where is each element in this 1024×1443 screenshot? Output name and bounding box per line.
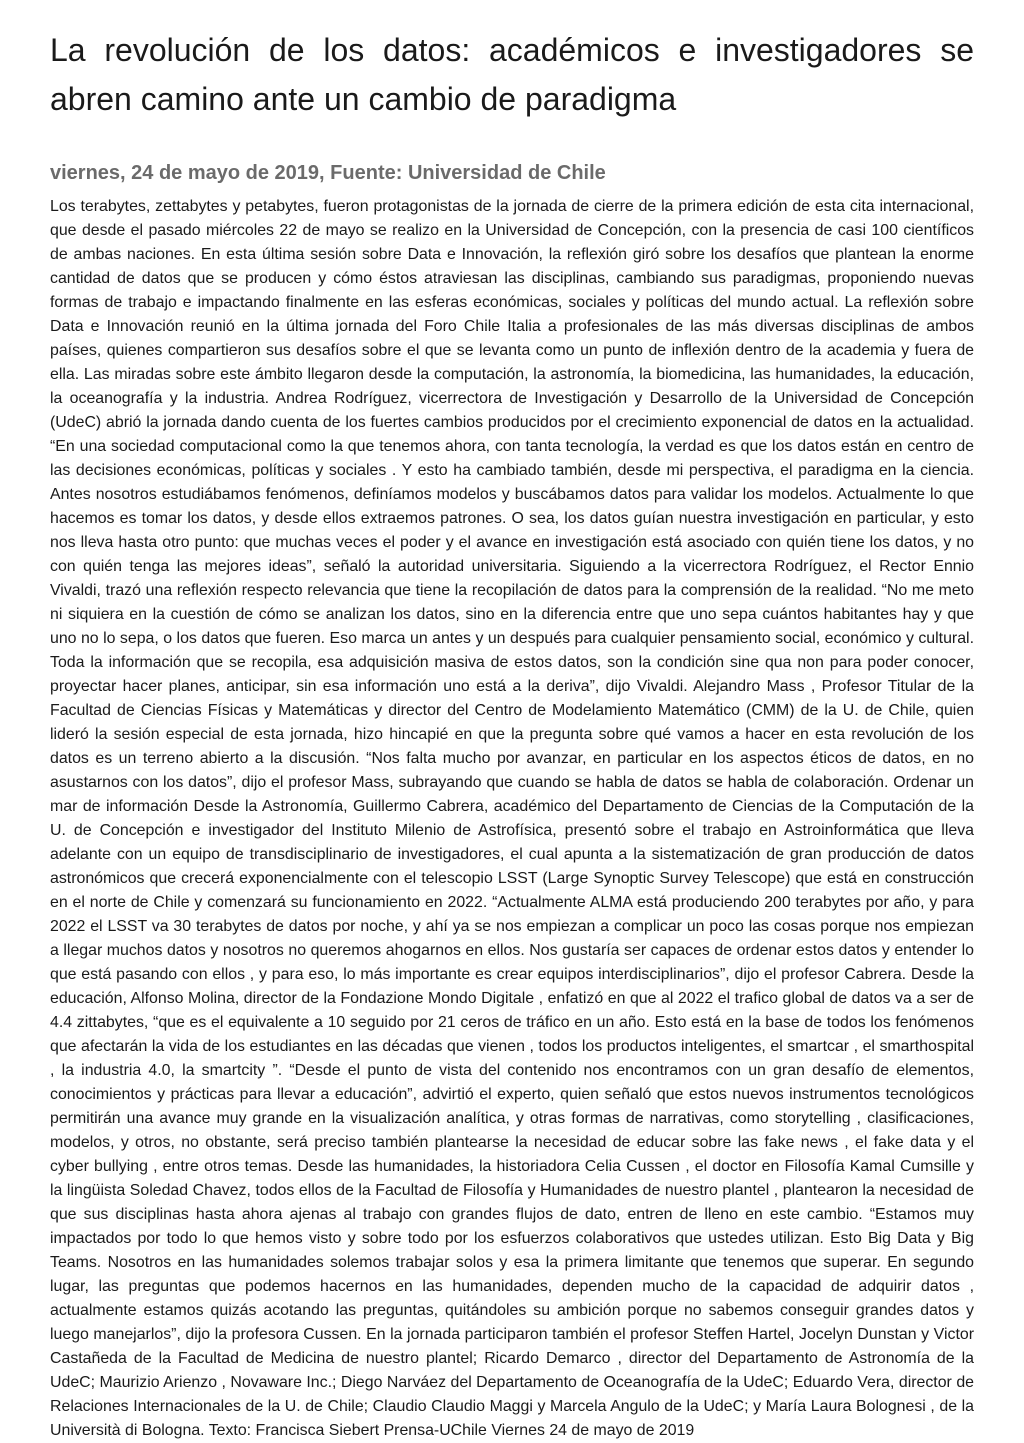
article-title: La revolución de los datos: académicos e investigadores se abren camino ante un cambio de paradigma: [50, 32, 974, 117]
article-dateline: viernes, 24 de mayo de 2019, Fuente: Universidad de Chile: [50, 162, 606, 184]
article-body: Los terabytes, zettabytes y petabytes, fueron protagonistas de la jornada de cierre de la primera edición de esta cita internacional, que desde el pasado miércoles 22 de mayo se realizo en la Universidad de Concepción, con la presencia de casi 100 científicos de ambas naciones. En esta última sesión sobre Data e Innovación, la reflexión giró sobre los desafíos que plantean la enorme cantidad de datos que se producen y cómo éstos atraviesan las disciplinas, cambiando sus paradigmas, proponiendo nuevas formas de trabajo e impactando finalmente en las esferas económicas, sociales y políticas del mundo actual. La reflexión sobre Data e Innovación reunió en la última jornada del Foro Chile Italia a profesionales de las más diversas disciplinas de ambos países, quienes compartieron sus desafíos sobre el que se levanta como un punto de inflexión dentro de la academia y fuera de ella. Las miradas sobre este ámbito llegaron desde la computación, la astronomía, la biomedicina, las humanidades, la educación, la oceanografía y la industria. Andrea Rodríguez, vicerrectora de Investigación y Desarrollo de la Universidad de Concepción (UdeC) abrió la jornada dando cuenta de los fuertes cambios producidos por el crecimiento exponencial de datos en la actualidad. “En una sociedad computacional como la que tenemos ahora, con tanta tecnología, la verdad es que los datos están en centro de las decisiones económicas, políticas y sociales . Y esto ha cambiado también, desde mi perspectiva, el paradigma en la ciencia. Antes nosotros estudiábamos fenómenos, definíamos modelos y buscábamos datos para validar los modelos. Actualmente lo que hacemos es tomar los datos, y desde ellos extraemos patrones. O sea, los datos guían nuestra investigación en particular, y esto nos lleva hasta otro punto: que muchas veces el poder y el avance en investigación está asociado con quién tiene los datos, y no con quién tenga las mejores ideas”, señaló la autoridad universitaria. Siguiendo a la vicerrectora Rodríguez, el Rector Ennio Vivaldi, trazó una reflexión respecto relevancia que tiene la recopilación de datos para la comprensión de la realidad. “No me meto ni siquiera en la cuestión de cómo se analizan los datos, sino en la diferencia entre que uno sepa cuántos habitantes hay y que uno no lo sepa, o los datos que fueren. Eso marca un antes y un después para cualquier pensamiento social, económico y cultural. Toda la información que se recopila, esa adquisición masiva de estos datos, son la condición sine qua non para poder conocer, proyectar hacer planes, anticipar, sin esa información uno está a la deriva”, dijo Vivaldi. Alejandro Mass , Profesor Titular de la Facultad de Ciencias Físicas y Matemáticas y director del Centro de Modelamiento Matemático (CMM) de la U. de Chile, quien lideró la sesión especial de esta jornada, hizo hincapié en que la pregunta sobre qué vamos a hacer en esta revolución de los datos es un terreno abierto a la discusión. “Nos falta mucho por avanzar, en particular en los aspectos éticos de datos, en no asustarnos con los datos”, dijo el profesor Mass, subrayando que cuando se habla de datos se habla de colaboración. Ordenar un mar de información Desde la Astronomía, Guillermo Cabrera, académico del Departamento de Ciencias de la Computación de la U. de Concepción e investigador del Instituto Milenio de Astrofísica, presentó sobre el trabajo en Astroinformática que lleva adelante con un equipo de transdisciplinario de investigadores, el cual apunta a la sistematización de gran producción de datos astronómicos que crecerá exponencialmente con el telescopio LSST (Large Synoptic Survey Telescope) que está en construcción en el norte de Chile y comenzará su funcionamiento en 2022. “Actualmente ALMA está produciendo 200 terabytes por año, y para 2022 el LSST va 30 terabytes de datos por noche, y ahí ya se nos empiezan a complicar un poco las cosas porque nos empiezan a llegar muchos datos y nosotros no queremos ahogarnos en ellos. Nos gustaría ser capaces de ordenar estos datos y entender lo que está pasando con ellos , y para eso, lo más importante es crear equipos interdisciplinarios”, dijo el profesor Cabrera. Desde la educación, Alfonso Molina, director de la Fondazione Mondo Digitale , enfatizó en que al 2022 el trafico global de datos va a ser de 4.4 zittabytes, “que es el equivalente a 10 seguido por 21 ceros de tráfico en un año. Esto está en la base de todos los fenómenos que afectarán la vida de los estudiantes en las décadas que vienen , todos los productos inteligentes, el smartcar , el smarthospital , la industria 4.0, la smartcity ”. “Desde el punto de vista del contenido nos encontramos con un gran desafío de elementos, conocimientos y prácticas para llevar a educación”, advirtió el experto, quien señaló que estos nuevos instrumentos tecnológicos permitirán una avance muy grande en la visualización analítica, y otras formas de narrativas, como storytelling , clasificaciones, modelos, y otros, no obstante, será preciso también plantearse la necesidad de educar sobre las fake news , el fake data y el cyber bullying , entre otros temas. Desde las humanidades, la historiadora Celia Cussen , el doctor en Filosofía Kamal Cumsille y la lingüista Soledad Chavez, todos ellos de la Facultad de Filosofía y Humanidades de nuestro plantel , plantearon la necesidad de que sus disciplinas hasta ahora ajenas al trabajo con grandes flujos de dato, entren de lleno en este cambio. “Estamos muy impactados por todo lo que hemos visto y sobre todo por los esfuerzos colaborativos que ustedes utilizan. Esto Big Data y Big Teams. Nosotros en las humanidades solemos trabajar solos y esa la primera limitante que tenemos que superar. En segundo lugar, las preguntas que podemos hacernos en las humanidades, dependen mucho de la capacidad de adquirir datos , actualmente estamos quizás acotando las preguntas, quitándoles su ambición porque no sabemos conseguir grandes datos y luego manejarlos”, dijo la profesora Cussen. En la jornada participaron también el profesor Steffen Hartel, Jocelyn Dunstan y Victor Castañeda de la Facultad de Medicina de nuestro plantel; Ricardo Demarco , director del Departamento de Astronomía de la UdeC; Maurizio Arienzo , Novaware Inc.; Diego Narváez del Departamento de Oceanografía de la UdeC; Eduardo Vera, director de Relaciones Internacionales de la U. de Chile; Claudio Claudio Maggi y Marcela Angulo de la UdeC; y María Laura Bolognesi , de la Università di Bologna. Texto: Francisca Siebert Prensa-UChile Viernes 24 de mayo de 2019: [50, 198, 974, 1439]
